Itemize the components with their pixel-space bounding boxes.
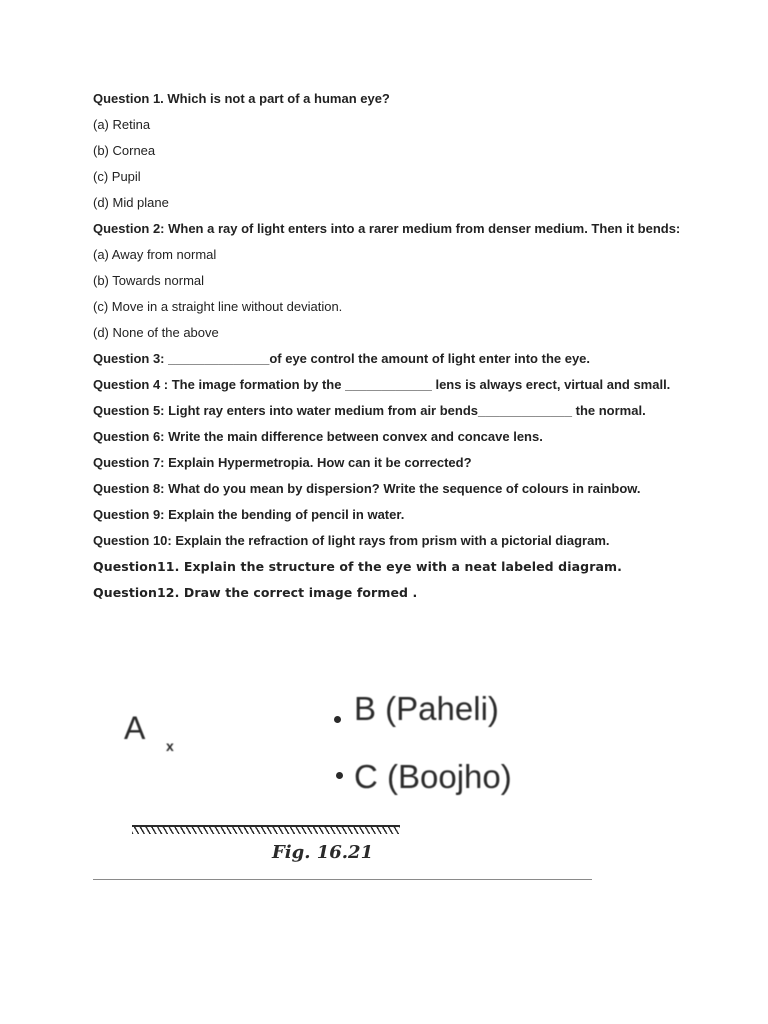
- figure-caption: Fig. 16.21: [272, 842, 374, 863]
- figure-point-c-label: C (Boojho): [354, 758, 512, 795]
- figure-point-b-label: B (Paheli): [354, 690, 499, 727]
- answer-option: (a) Away from normal: [93, 247, 217, 262]
- question-text: Question 8: What do you mean by dispersion? Write the sequence of colours in rainbow.: [93, 481, 641, 496]
- question-text: Question 6: Write the main difference between convex and concave lens.: [93, 429, 543, 444]
- question-text: Question 4 : The image formation by the ____________ lens is always erect, virtual and small.: [93, 377, 671, 392]
- figure-point-c-dot: [336, 772, 343, 779]
- answer-option: (b) Towards normal: [93, 273, 205, 288]
- question-text: Question 10: Explain the refraction of light rays from prism with a pictorial diagram.: [93, 533, 610, 548]
- question-text: Question12. Draw the correct image formed .: [93, 585, 418, 600]
- question-text: Question 2: When a ray of light enters into a rarer medium from denser medium. Then it bends:: [93, 221, 681, 236]
- question-text: Question 3: ______________of eye control the amount of light enter into the eye.: [93, 351, 591, 366]
- figure-point-a-label: A: [124, 710, 146, 746]
- figure-point-b-dot: [334, 716, 341, 723]
- question-text: Question 7: Explain Hypermetropia. How can it be corrected?: [93, 455, 472, 470]
- question-text: Question11. Explain the structure of the eye with a neat labeled diagram.: [93, 559, 622, 574]
- question-text: Question 9: Explain the bending of pencil in water.: [93, 507, 405, 522]
- answer-option: (d) Mid plane: [93, 195, 169, 210]
- question-list: [93, 86, 733, 606]
- answer-option: (b) Cornea: [93, 143, 156, 158]
- answer-option: (a) Retina: [93, 117, 151, 132]
- answer-option: (d) None of the above: [93, 325, 219, 340]
- figure-point-a-marker: x: [166, 738, 174, 754]
- plane-mirror-hatching: [132, 827, 400, 834]
- horizontal-rule: [93, 879, 592, 880]
- question-text: Question 1. Which is not a part of a human eye?: [93, 91, 390, 106]
- answer-option: (c) Pupil: [93, 169, 141, 184]
- answer-option: (c) Move in a straight line without deviation.: [93, 299, 343, 314]
- mirror-figure: [110, 680, 560, 870]
- question-text: Question 5: Light ray enters into water medium from air bends_____________ the normal.: [93, 403, 646, 418]
